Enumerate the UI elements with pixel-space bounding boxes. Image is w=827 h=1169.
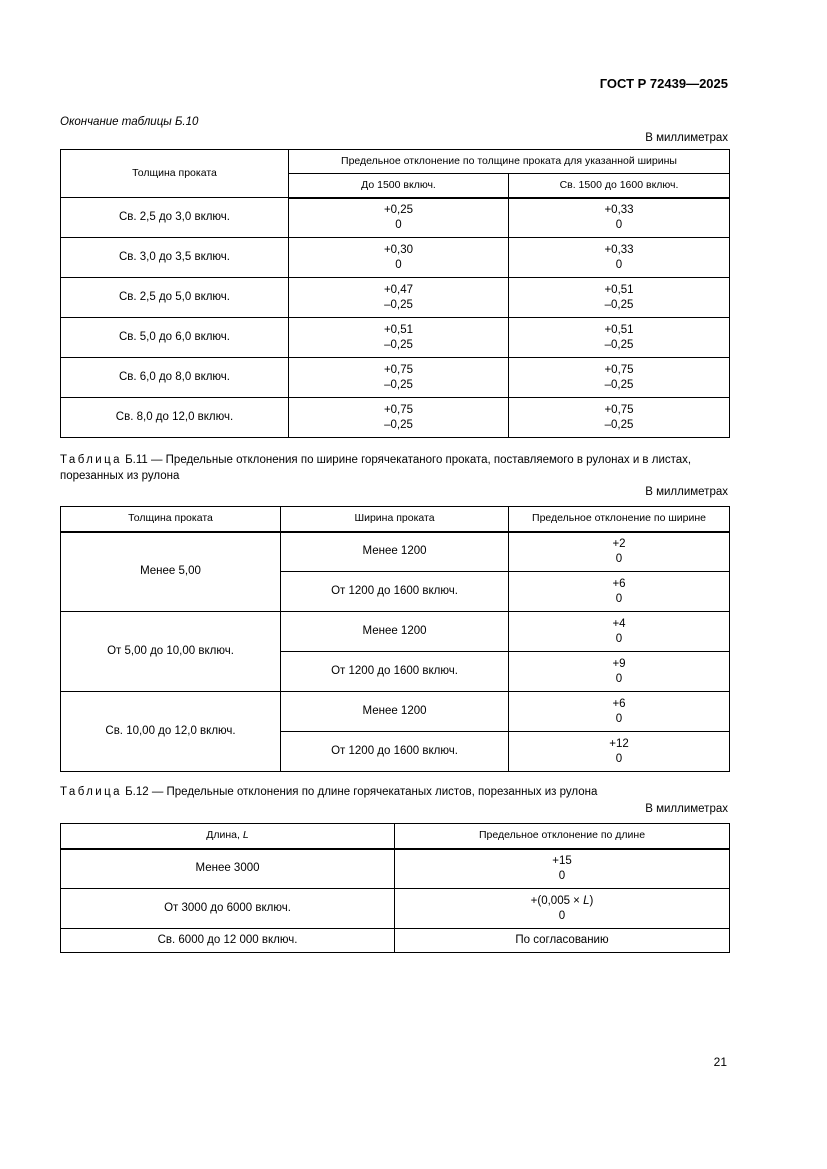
table-b11 [60, 506, 730, 772]
table-row [61, 692, 730, 732]
deviation-cell: +0,33 0 [509, 198, 730, 238]
width-cell: От 1200 до 1600 включ. [281, 652, 509, 692]
page-number: 21 [713, 1055, 727, 1069]
deviation-cell: +9 0 [509, 652, 730, 692]
table-continuation-label: Окончание таблицы Б.10 [60, 116, 199, 128]
deviation-cell: +15 0 [395, 849, 730, 889]
header-width-1: До 1500 включ. [289, 174, 509, 198]
deviation-cell: +0,33 0 [509, 238, 730, 278]
thickness-cell: Св. 2,5 до 5,0 включ. [61, 278, 289, 318]
length-cell: Менее 3000 [61, 849, 395, 889]
deviation-cell: +0,51 –0,25 [509, 278, 730, 318]
thickness-cell: Менее 5,00 [61, 532, 281, 612]
deviation-cell: +0,47 –0,25 [289, 278, 509, 318]
document-id: ГОСТ Р 72439—2025 [599, 76, 728, 91]
deviation-cell: +6 0 [509, 692, 730, 732]
table-row [61, 849, 730, 889]
table-b12-caption: Таблица Б.12 — Предельные отклонения по длине горячекатаных листов, порезанных из рулона [60, 786, 598, 798]
width-cell: Менее 1200 [281, 692, 509, 732]
deviation-cell: +0,51 –0,25 [289, 318, 509, 358]
deviation-cell: +0,30 0 [289, 238, 509, 278]
deviation-cell: +6 0 [509, 572, 730, 612]
thickness-cell: Св. 8,0 до 12,0 включ. [61, 398, 289, 438]
table-row [61, 358, 730, 398]
table-row [61, 612, 730, 652]
header-length: Длина, L [61, 824, 395, 849]
header-deviation: Предельное отклонение по длине [395, 824, 730, 849]
width-cell: От 1200 до 1600 включ. [281, 732, 509, 772]
width-cell: Менее 1200 [281, 612, 509, 652]
width-cell: От 1200 до 1600 включ. [281, 572, 509, 612]
thickness-cell: Св. 3,0 до 3,5 включ. [61, 238, 289, 278]
table-b10 [60, 149, 730, 438]
thickness-cell: Св. 5,0 до 6,0 включ. [61, 318, 289, 358]
table-row [61, 398, 730, 438]
deviation-cell: +0,51 –0,25 [509, 318, 730, 358]
thickness-cell: Св. 2,5 до 3,0 включ. [61, 198, 289, 238]
header-thickness: Толщина проката [61, 150, 289, 198]
table-row [61, 238, 730, 278]
deviation-cell: +4 0 [509, 612, 730, 652]
table-b12 [60, 823, 730, 953]
deviation-cell: +2 0 [509, 532, 730, 572]
header-thickness: Толщина проката [61, 507, 281, 532]
deviation-cell: +12 0 [509, 732, 730, 772]
table-row [61, 889, 730, 929]
units-label: В миллиметрах [645, 803, 728, 815]
deviation-cell: +0,75 –0,25 [289, 358, 509, 398]
table-b11-caption: Таблица Б.11 — Предельные отклонения по ширине горячекатаного проката, поставляемого в рулонах и в листах, порезанных из рулона [60, 454, 692, 482]
deviation-cell: По согласованию [395, 929, 730, 953]
deviation-cell: +0,25 0 [289, 198, 509, 238]
table-row [61, 532, 730, 572]
deviation-cell: +0,75 –0,25 [289, 398, 509, 438]
width-cell: Менее 1200 [281, 532, 509, 572]
units-label: В миллиметрах [645, 132, 728, 144]
table-row [61, 318, 730, 358]
table-row [61, 278, 730, 318]
table-row [61, 929, 730, 953]
length-cell: От 3000 до 6000 включ. [61, 889, 395, 929]
deviation-cell: +0,75 –0,25 [509, 398, 730, 438]
units-label: В миллиметрах [645, 486, 728, 498]
deviation-cell: +0,75 –0,25 [509, 358, 730, 398]
header-deviation: Предельное отклонение по ширине [509, 507, 730, 532]
header-width-2: Св. 1500 до 1600 включ. [509, 174, 730, 198]
header-width: Ширина проката [281, 507, 509, 532]
thickness-cell: От 5,00 до 10,00 включ. [61, 612, 281, 692]
thickness-cell: Св. 6,0 до 8,0 включ. [61, 358, 289, 398]
length-cell: Св. 6000 до 12 000 включ. [61, 929, 395, 953]
table-row [61, 198, 730, 238]
thickness-cell: Св. 10,00 до 12,0 включ. [61, 692, 281, 772]
header-deviation-group: Предельное отклонение по толщине проката для указанной ширины [289, 150, 730, 174]
deviation-cell: +(0,005 × L) 0 [395, 889, 730, 929]
